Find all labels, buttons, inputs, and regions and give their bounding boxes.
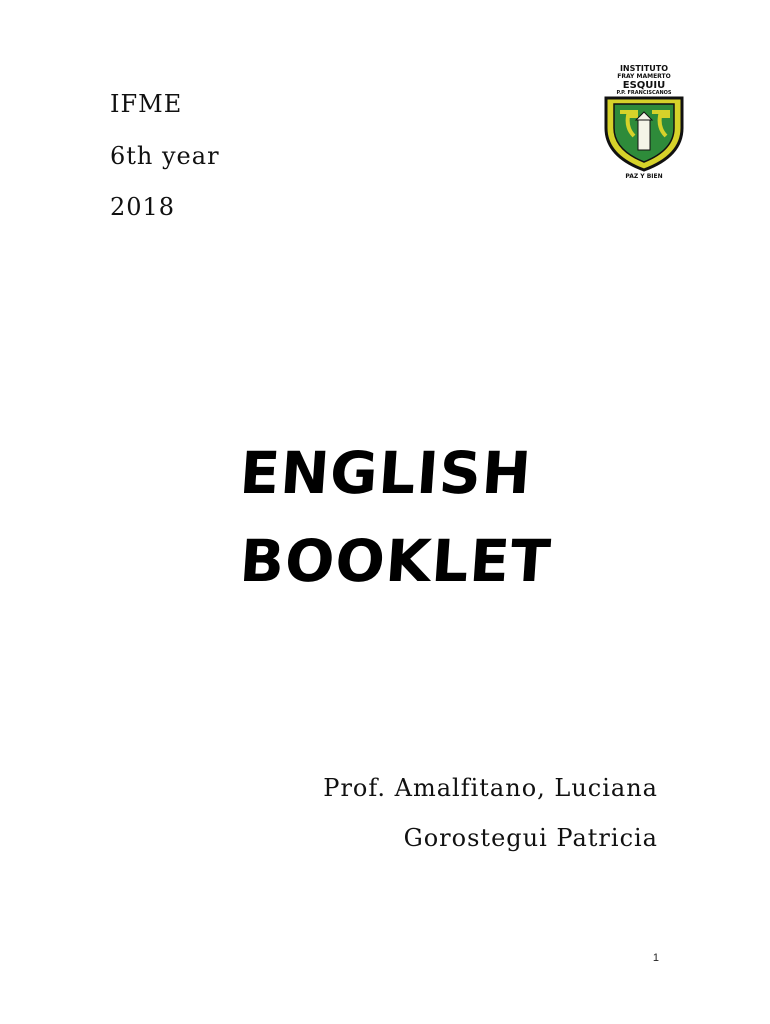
author-secondary: Gorostegui Patricia [403, 824, 658, 852]
svg-text:ESQUIU: ESQUIU [622, 80, 666, 91]
school-name: IFME [110, 90, 183, 118]
document-year: 2018 [110, 193, 176, 221]
svg-text:PAZ Y BIEN: PAZ Y BIEN [625, 173, 663, 180]
svg-text:FRAY MAMERTO: FRAY MAMERTO [617, 73, 671, 80]
course-year: 6th year [110, 142, 220, 170]
author-primary: Prof. Amalfitano, Luciana [323, 774, 658, 802]
svg-text:INSTITUTO: INSTITUTO [619, 64, 669, 73]
school-crest-logo [596, 62, 692, 180]
page-number: 1 [652, 952, 659, 964]
booklet-title-line-2: BOOKLET [237, 527, 554, 595]
svg-text:P.P. FRANCISCANOS: P.P. FRANCISCANOS [616, 90, 672, 96]
booklet-title-line-1: ENGLISH [237, 439, 535, 507]
